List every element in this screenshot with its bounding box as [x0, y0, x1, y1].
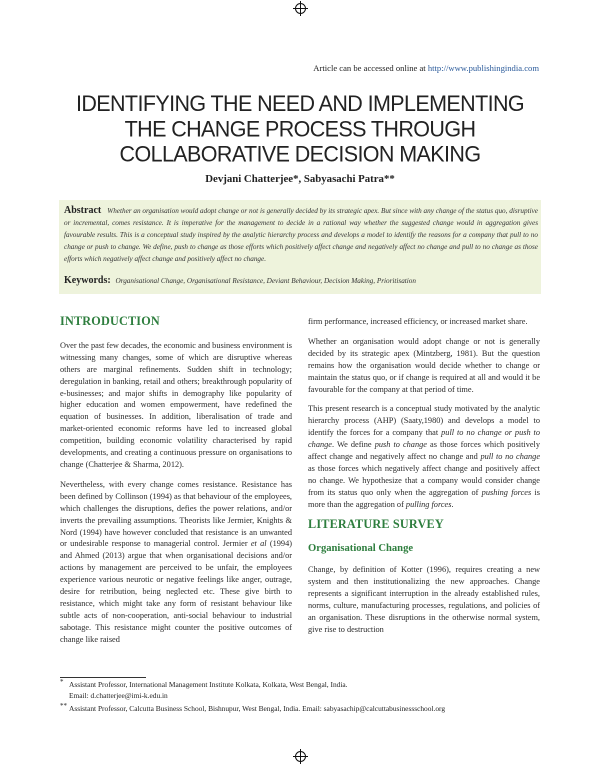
footnote-mark: *: [60, 678, 64, 686]
registration-mark-bottom-icon: [295, 751, 306, 762]
footnote-email: Email: d.chatterjee@imi-k.edu.in: [69, 690, 168, 700]
text-run: This present research is a conceptual study motivated by the analytic hierarchy process (AHP) (Saaty,1980) and develops a model to identify the forces for a company that: [308, 404, 540, 438]
abstract: [64, 205, 538, 266]
text-run: . We define: [331, 440, 372, 450]
abstract-text: Whether an organisation would adopt change or not is generally decided by its strategic apex. But since with any change of the status quo, disruptive or incremental, comes resistance. It is imperative for the management to decide in a rational way whether the suggested change would in aggregation gives favourable results. This is a conceptual study inspired by the analytic hierarchy process and develops a model to identify the reasons for a company that pull to no change or push to change. We define, push to change as those efforts which positively affect change and negatively affect no change and pull to no change as those efforts which negatively affect change and positively affect no change.: [64, 207, 538, 263]
text-run: .: [451, 499, 454, 509]
paragraph: firm performance, increased efficiency, or increased market share.: [308, 317, 528, 326]
text-run: as those forces which positively affect change and negatively affect no change and: [308, 440, 540, 462]
text-run-italic: pushing forces: [481, 487, 532, 497]
keywords-label: Keywords:: [64, 275, 111, 286]
section-heading-literature-survey: LITERATURE SURVEY: [308, 516, 444, 531]
access-note-text: Article can be accessed online at: [313, 63, 426, 73]
paragraph: Over the past few decades, the economic and business environment is witnessing many changes, some of which are disruptive whereas others are marginal refinements. Sudden shift in technology; deregulation in banking, retail and others; breakthrough popularity of e-businesses; and major shifts in demography like popularity of higher education and women empowerment, have redefined the equation of businesses. In addition, liberalisation of trade and market-oriented economic reforms have led to increased global competition, building economic volatility characterised by rapid developments, and creating a continuous pressure on organisations to change (Chatterjee & Sharma, 2012).: [60, 340, 292, 469]
subsection-heading-organisational-change: Organisational Change: [308, 542, 414, 554]
authors: Devjani Chatterjee*, Sabyasachi Patra**: [205, 173, 395, 185]
section-heading-introduction: INTRODUCTION: [60, 314, 160, 328]
paragraph: Change, by definition of Kotter (1996), requires creating a new system and then institutionalizing the new approaches. Change represents a significant interruption in the already established rules, norms, culture, manufacturing processes, regulations, and policies of an organisation. These disruptions in the otherwise normal system, give rise to destruction: [308, 565, 540, 634]
footnote-divider: [60, 677, 146, 678]
text-run: (1994) and Ahmed (2013) argue that when organisational decisions and/or actions by management are perceived to be unfair, the employees experience various neurotic or negative feelings like anger, outrage, desire for retribution, being neglected etc. These give birth to resistance, which might take any form of resistant behaviour like subtle acts of non-cooperation, anti-social behaviour to industrial sabotage. This resistance might counter the positive outcomes of change like raised: [60, 539, 292, 644]
left-column: [60, 316, 292, 654]
keywords-text: Organisational Change, Organisational Resistance, Deviant Behaviour, Decision Making, Prioritisation: [115, 277, 416, 285]
footnote-1: [60, 680, 550, 702]
text-run: Nevertheless, with every change comes resistance. Resistance has been defined by Collinson (1994) as that behaviour of the employees, which challenges the disruptions, defies the power relations, and/or inverts the prevailing assumptions. Theorists like Jermier, Knights & Nord (1994) have however concluded that resistance is an unwanted or undesirable response to managerial control. Jermier: [60, 479, 292, 549]
footnote-text: Assistant Professor, Calcutta Business School, Bishnupur, West Bengal, India. Email: sabyasachip@calcuttabusinessschool.org: [69, 703, 446, 713]
abstract-label: Abstract: [64, 205, 102, 216]
registration-mark-top-icon: [295, 3, 306, 14]
text-run: is more than the aggregation of: [308, 487, 541, 509]
paragraph: [60, 479, 292, 646]
access-note: [313, 63, 539, 73]
footnote-mark: **: [60, 701, 67, 710]
footnote-text: Assistant Professor, International Management Institute Kolkata, Kolkata, West Bengal, India.: [69, 680, 348, 689]
text-run: as those forces which negatively affect change and positively affect no change. We hypothesize that a company would consider change from its status quo only when the aggregation of: [308, 463, 540, 497]
paper-title: IDENTIFYING THE NEED AND IMPLEMENTING THE CHANGE PROCESS THROUGH COLLABORATIVE DECISION MAKING: [75, 91, 525, 167]
text-run-italic: pulling forces: [405, 499, 452, 509]
footnote-2: [60, 701, 550, 715]
publisher-link[interactable]: http://www.publishingindia.com: [427, 63, 539, 73]
right-column: [308, 316, 540, 644]
text-run-italic: push to change: [374, 440, 427, 450]
text-run-italic: et al: [250, 539, 267, 549]
paragraph: [308, 403, 540, 510]
footnotes: [60, 680, 550, 716]
text-run-italic: pull to no change: [480, 452, 541, 462]
keywords: [64, 275, 538, 286]
paragraph: Whether an organisation would adopt change or not is generally decided by its strategic apex (Mintzberg, 1981). But the question remains how the organisation would decide whether to change or maintain the status quo, or if change is required at all and would it be favourable for the company at that period of time.: [308, 336, 540, 394]
text-run-italic: pull to no change or push to change: [308, 428, 541, 450]
